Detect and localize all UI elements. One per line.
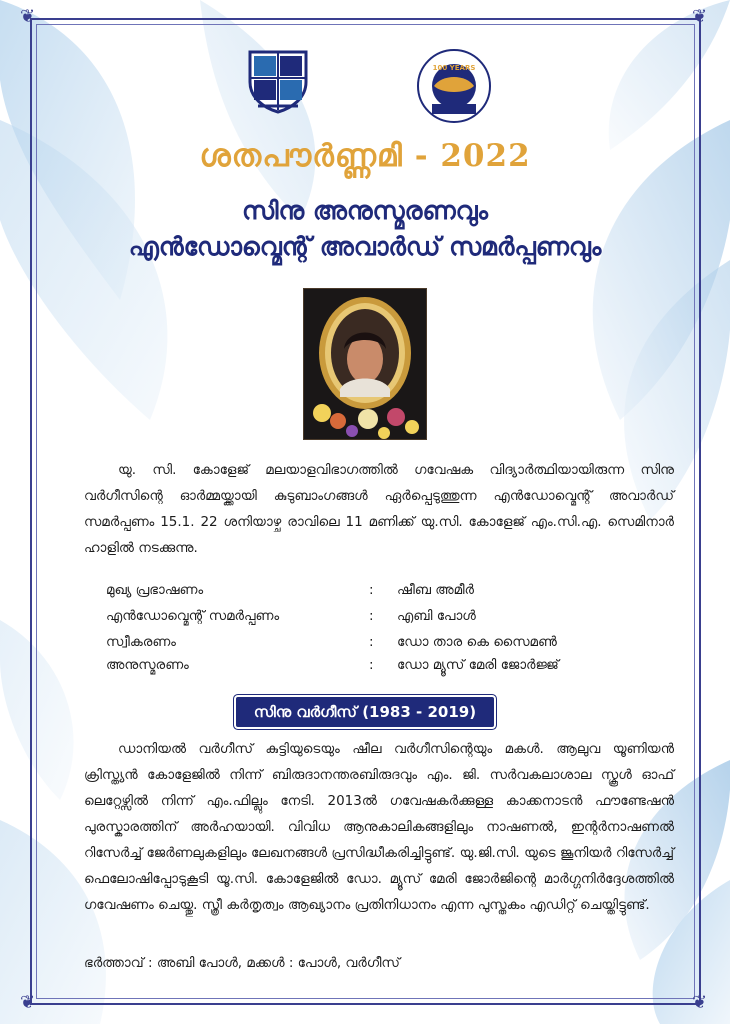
flourish-icon: ❦: [692, 992, 708, 1013]
program-row: [106, 608, 666, 630]
centenary-emblem-icon: [412, 44, 496, 128]
family-line: ഭർത്താവ് : അബി പോൾ, മക്കൾ : പോൾ, വർഗീസ്: [84, 955, 400, 971]
flourish-icon: ❦: [20, 6, 36, 27]
program-colon: :: [369, 608, 374, 624]
event-title: ശതപൗർണ്ണമി - 2022: [199, 138, 531, 174]
program-role: മുഖ്യ പ്രഭാഷണം: [106, 582, 204, 598]
program-role: സ്വീകരണം: [106, 634, 176, 650]
flourish-icon: ❦: [692, 6, 708, 27]
program-colon: :: [369, 582, 374, 598]
program-row: [106, 657, 666, 679]
program-colon: :: [369, 657, 374, 673]
intro-paragraph: യു. സി. കോളേജ് മലയാളവിഭാഗത്തിൽ ഗവേഷക വിദ്യാർത്ഥിയായിരുന്ന സിനു വർഗീസിന്റെ ഓർമ്മയ്ക്കായി കുടുബാംഗങ്ങൾ ഏർപ്പെടുത്തുന്ന എൻഡോവ്മെന്റ് അവാർഡ് സമർപ്പണം 15.1. 22 ശനിയാഴ്ച രാവിലെ 11 മണിക്ക് യു.സി. കോളേജ് എം.സി.എ. സെമിനാർ ഹാളിൽ നടക്കുന്നു.: [84, 462, 674, 556]
program-name: ഡോ മ്യൂസ് മേരി ജോർജ്ജ്: [397, 657, 559, 673]
flourish-icon: ❦: [20, 992, 36, 1013]
program-row: [106, 634, 666, 656]
framed-portrait: [303, 288, 427, 440]
program-name: ഷീബ അമീർ: [397, 582, 474, 598]
subtitle-line-1: സിനു അനുസ്മരണവും: [241, 196, 489, 225]
program-name: ഡോ താര കെ സൈമൺ: [397, 634, 557, 650]
subtitle-line-2: എൻഡോവ്മെന്റ് അവാർഡ് സമർപ്പണവും: [128, 232, 602, 261]
bio-paragraph: ഡാനിയൽ വർഗീസ് കുട്ടിയുടെയും ഷീല വർഗീസിന്റെയും മകൾ. ആലുവ യൂണിയൻ ക്രിസ്ത്യൻ കോളേജിൽ നിന്ന് ബിരുദാനന്തരബിരുദവും എം. ജി. സർവകലാശാല സ്കൂൾ ഓഫ് ലെറ്റേഴ്സിൽ നിന്ന് എം.ഫില്ലും നേടി. 2013ൽ ഗവേഷകർക്കുള്ള കാക്കനാടൻ ഫൗണ്ടേഷൻ പുരസ്കാരത്തിന് അർഹയായി. വിവിധ ആനുകാലികങ്ങളിലും നാഷണൽ, ഇന്റർനാഷണൽ റിസേർച്ച് ജേർണലുകളിലും ലേഖനങ്ങൾ പ്രസിദ്ധീകരിച്ചിട്ടുണ്ട്. യു.ജി.സി. യുടെ ജൂനിയർ റിസേർച്ച് ഫെലോഷിപ്പോടുകൂടി യൂ.സി. കോളേജിൽ ഡോ. മ്യൂസ് മേരി ജോർജിന്റെ മാർഗ്ഗനിർദ്ദേശത്തിൽ ഗവേഷണം ചെയ്തു. സ്ത്രീ കർതൃത്വം ആഖ്യാനം പ്രതിനിധാനം എന്ന പുസ്തകം എഡിറ്റ് ചെയ്തിട്ടുണ്ട്.: [84, 741, 674, 913]
shield-crest-icon: [244, 48, 312, 116]
program-colon: :: [369, 634, 374, 650]
program-name: എബി പോൾ: [397, 608, 476, 624]
bio-title-badge: സിനു വർഗീസ് (1983 - 2019): [236, 697, 494, 727]
framed-portrait-icon: [304, 289, 426, 439]
program-role: അനുസ്മരണം: [106, 657, 189, 673]
program-row: [106, 582, 666, 604]
emblem-years: 100 YEARS: [432, 64, 476, 72]
program-role: എൻഡോവ്മെന്റ് സമർപ്പണം: [106, 608, 280, 624]
